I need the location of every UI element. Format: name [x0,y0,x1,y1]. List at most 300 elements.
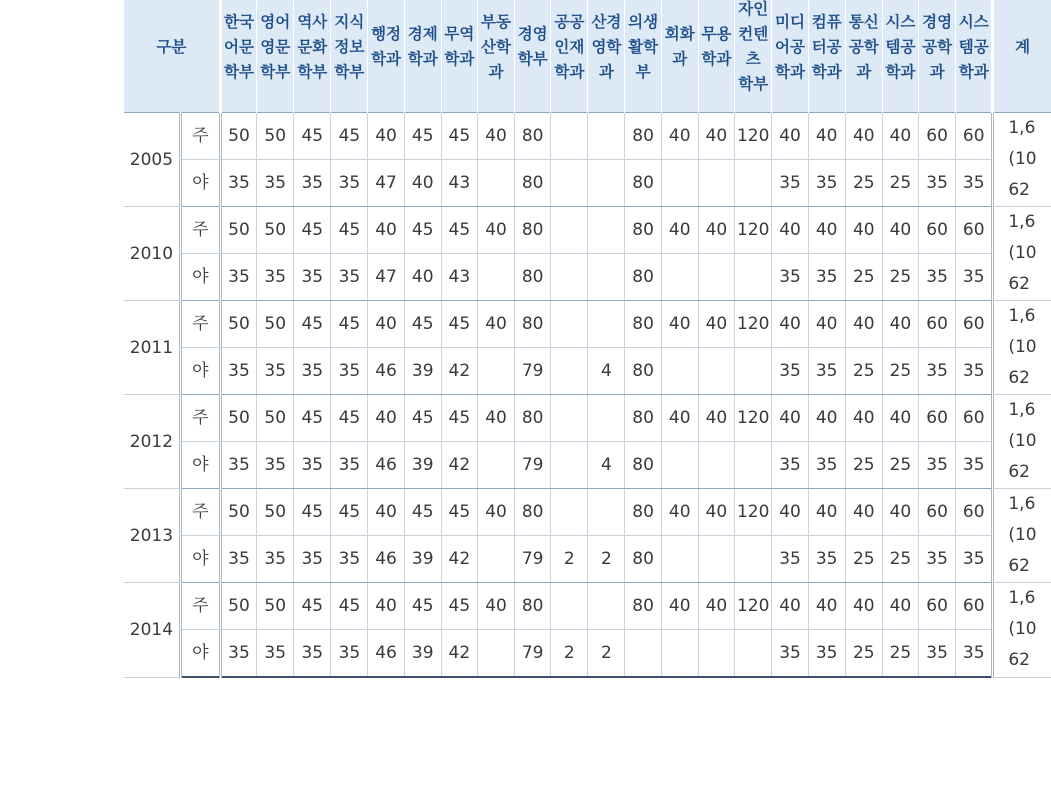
quota-cell: 25 [845,254,882,301]
quota-cell: 60 [956,207,993,254]
quota-cell: 80 [625,536,661,583]
quota-cell: 35 [808,630,845,678]
column-header-line: 자인 [738,0,769,18]
total-line: 1,6 [1008,118,1036,138]
quota-cell: 25 [845,442,882,489]
column-header-line: 경제 [407,25,438,43]
quota-cell: 2 [588,536,625,583]
quota-cell: 40 [698,583,734,630]
quota-cell: 42 [441,536,477,583]
column-header [515,0,551,113]
column-header [477,0,514,113]
admission-quota-table [124,0,1051,678]
quota-cell: 45 [331,489,368,536]
column-header-line: 시스 [885,12,916,31]
year-cell: 2005 [124,113,180,207]
column-header-line: 미디 [775,12,805,31]
quota-cell [588,254,625,301]
quota-cell: 80 [515,254,551,301]
quota-cell: 120 [735,583,772,630]
column-header-line: 템공 [885,37,916,56]
quota-cell: 35 [919,254,956,301]
column-header-line: 학과 [701,50,732,68]
column-header-line: 인재 [554,37,585,56]
quota-cell: 40 [772,113,808,160]
column-header [919,0,956,113]
header-corner-label: 구분 [124,0,220,113]
column-header-line: 부 [635,62,651,81]
shift-cell: 야 [180,160,220,207]
column-header [772,0,808,113]
quota-cell: 45 [404,489,441,536]
quota-cell: 80 [625,160,661,207]
year-cell: 2014 [124,583,180,678]
quota-cell: 35 [919,348,956,395]
quota-cell: 35 [808,348,845,395]
quota-cell: 40 [772,583,808,630]
quota-cell: 79 [515,442,551,489]
column-header [404,0,441,113]
column-header-line: 경영 [517,25,548,43]
quota-cell [588,113,625,160]
column-header-line: 무용 [701,25,732,43]
quota-cell: 40 [882,583,918,630]
quota-cell: 46 [368,442,404,489]
quota-cell: 40 [661,207,698,254]
year-cell: 2013 [124,489,180,583]
quota-cell: 120 [735,207,772,254]
quota-cell: 25 [845,630,882,678]
quota-cell [661,630,698,678]
quota-cell: 35 [808,536,845,583]
quota-cell [551,207,588,254]
quota-cell: 35 [919,536,956,583]
quota-cell [588,207,625,254]
quota-cell [588,583,625,630]
column-header [808,0,845,113]
quota-cell: 40 [368,395,404,442]
quota-cell: 35 [220,254,256,301]
total-cell [993,489,1051,583]
quota-cell: 35 [919,442,956,489]
total-line: 62 [1008,180,1030,200]
total-line: 62 [1008,462,1030,482]
quota-cell: 35 [772,254,808,301]
quota-cell: 40 [661,583,698,630]
quota-cell: 35 [956,254,993,301]
quota-cell: 35 [220,442,256,489]
table-row [124,536,1051,583]
quota-cell: 50 [220,207,256,254]
quota-cell: 79 [515,348,551,395]
quota-cell [551,442,588,489]
quota-cell: 80 [625,207,661,254]
quota-cell: 25 [882,536,918,583]
shift-cell: 야 [180,630,220,678]
total-cell [993,301,1051,395]
quota-cell: 47 [368,160,404,207]
year-cell: 2010 [124,207,180,301]
quota-cell: 40 [661,301,698,348]
quota-cell: 80 [625,113,661,160]
column-header-line: 과 [488,62,504,81]
quota-cell: 35 [331,442,368,489]
quota-cell [661,348,698,395]
total-line: 62 [1008,274,1030,294]
quota-cell: 45 [294,113,331,160]
quota-cell: 40 [845,207,882,254]
quota-cell: 45 [331,113,368,160]
quota-cell: 50 [220,395,256,442]
column-header-line: 회화 [664,25,695,43]
quota-cell [698,160,734,207]
total-line: (10 [1008,525,1037,545]
quota-cell [551,395,588,442]
column-header-line: 공학 [922,37,953,56]
column-header [294,0,331,113]
column-header-line: 역사 [297,12,328,31]
column-header-line: 학부 [260,62,291,81]
quota-cell: 80 [625,583,661,630]
quota-cell [551,348,588,395]
column-header [956,0,993,113]
column-header-line: 의생 [628,12,659,31]
column-header-line: 학과 [554,62,585,81]
table-body [124,113,1051,678]
column-header-line: 학과 [407,50,438,68]
quota-cell: 80 [515,301,551,348]
table-row [124,442,1051,489]
quota-cell: 80 [515,113,551,160]
column-header-line: 영어 [260,12,291,31]
quota-cell: 25 [882,348,918,395]
total-line: (10 [1008,431,1037,451]
column-header-line: 학부 [334,62,365,81]
quota-cell: 2 [551,536,588,583]
quota-cell: 35 [772,160,808,207]
quota-cell: 45 [294,301,331,348]
quota-cell: 35 [956,348,993,395]
quota-cell: 50 [257,113,294,160]
quota-cell: 60 [919,301,956,348]
column-header [735,0,772,113]
quota-cell: 43 [441,254,477,301]
quota-cell: 40 [698,301,734,348]
quota-cell: 50 [257,301,294,348]
column-header-line: 공공 [554,12,585,31]
quota-cell: 50 [220,489,256,536]
quota-cell: 40 [368,489,404,536]
column-header-line: 영문 [260,37,291,56]
quota-cell: 39 [404,630,441,678]
quota-cell: 35 [808,442,845,489]
quota-cell: 80 [515,489,551,536]
shift-cell: 야 [180,442,220,489]
column-header-line: 템공 [958,37,989,56]
shift-cell: 야 [180,348,220,395]
quota-cell: 40 [808,113,845,160]
total-cell [993,113,1051,207]
quota-cell: 45 [441,301,477,348]
total-line: 1,6 [1008,400,1036,420]
quota-cell: 40 [477,489,514,536]
quota-cell: 45 [441,395,477,442]
quota-cell: 40 [368,113,404,160]
quota-cell: 80 [625,254,661,301]
quota-cell: 80 [625,301,661,348]
shift-cell: 주 [180,207,220,254]
column-header-line: 컴퓨 [811,12,842,31]
quota-cell: 40 [404,160,441,207]
total-cell [993,395,1051,489]
quota-cell [477,442,514,489]
table-row [124,395,1051,442]
quota-cell: 35 [772,442,808,489]
column-header-line: 학과 [371,50,402,68]
quota-cell [735,348,772,395]
column-header-line: 영학 [591,37,622,56]
quota-cell: 35 [257,254,294,301]
quota-cell: 60 [956,583,993,630]
quota-cell: 25 [882,442,918,489]
quota-cell: 40 [772,301,808,348]
quota-cell: 40 [772,489,808,536]
quota-cell: 80 [625,489,661,536]
quota-cell: 40 [808,207,845,254]
column-header [441,0,477,113]
quota-cell: 79 [515,630,551,678]
quota-cell: 60 [919,207,956,254]
quota-cell: 45 [331,207,368,254]
column-header-line: 과 [598,62,614,81]
column-header-line: 학부 [224,62,254,81]
total-cell [993,207,1051,301]
column-header-line: 학부 [517,50,548,68]
column-header [368,0,404,113]
quota-cell: 79 [515,536,551,583]
shift-cell: 주 [180,489,220,536]
quota-cell [551,160,588,207]
column-header-line: 공학 [848,37,879,56]
quota-cell: 40 [661,395,698,442]
quota-cell: 35 [294,442,331,489]
quota-cell: 40 [845,113,882,160]
quota-cell: 40 [368,207,404,254]
column-header [551,0,588,113]
total-line: (10 [1008,149,1037,169]
quota-cell: 40 [808,395,845,442]
quota-cell: 35 [956,442,993,489]
quota-cell: 35 [257,442,294,489]
quota-cell: 40 [698,207,734,254]
quota-cell: 50 [257,395,294,442]
quota-cell [477,160,514,207]
quota-cell: 50 [257,207,294,254]
quota-cell: 40 [808,583,845,630]
quota-cell: 60 [919,489,956,536]
quota-cell: 35 [331,630,368,678]
quota-cell: 43 [441,160,477,207]
quota-cell: 80 [515,207,551,254]
column-header-line: 학과 [444,50,475,68]
quota-cell: 45 [441,113,477,160]
quota-cell: 35 [294,160,331,207]
quota-cell: 35 [220,536,256,583]
quota-cell: 120 [735,301,772,348]
column-header-line: 활학 [628,37,659,56]
table-row [124,113,1051,160]
quota-cell: 40 [368,301,404,348]
quota-cell [588,160,625,207]
quota-cell: 120 [735,489,772,536]
quota-cell: 42 [441,630,477,678]
quota-cell: 25 [882,630,918,678]
quota-cell: 45 [331,395,368,442]
table-row [124,301,1051,348]
quota-cell: 60 [956,395,993,442]
quota-cell [698,254,734,301]
column-header-line: 경영 [922,12,953,31]
shift-cell: 주 [180,113,220,160]
table-row [124,160,1051,207]
column-header [845,0,882,113]
quota-cell: 4 [588,442,625,489]
quota-cell: 35 [220,348,256,395]
quota-cell [477,254,514,301]
quota-cell: 39 [404,536,441,583]
column-header [882,0,918,113]
quota-cell [551,113,588,160]
quota-cell [588,489,625,536]
total-line: 62 [1008,368,1030,388]
quota-cell: 25 [882,160,918,207]
quota-cell [698,348,734,395]
quota-cell [588,301,625,348]
column-header [588,0,625,113]
quota-cell: 40 [808,489,845,536]
quota-cell: 80 [515,160,551,207]
column-header-line: 문화 [297,37,328,56]
quota-cell: 40 [808,301,845,348]
quota-cell: 35 [956,536,993,583]
quota-cell: 40 [368,583,404,630]
quota-cell: 40 [698,489,734,536]
quota-cell [551,489,588,536]
quota-cell [661,442,698,489]
quota-cell [698,442,734,489]
quota-cell: 35 [772,536,808,583]
shift-cell: 주 [180,395,220,442]
quota-cell [551,301,588,348]
column-header-line: 학부 [738,75,769,93]
total-line: 1,6 [1008,588,1036,609]
column-header [661,0,698,113]
quota-cell [661,536,698,583]
quota-cell: 40 [845,395,882,442]
quota-cell: 35 [772,630,808,678]
column-header-line: 학과 [958,62,989,81]
quota-cell: 39 [404,442,441,489]
quota-cell: 35 [294,536,331,583]
quota-cell: 45 [294,207,331,254]
quota-cell: 45 [331,583,368,630]
total-column-header: 계 [993,0,1051,113]
column-header [625,0,661,113]
quota-cell: 45 [404,113,441,160]
quota-cell: 35 [294,348,331,395]
quota-cell [735,630,772,678]
quota-cell: 46 [368,630,404,678]
quota-cell: 45 [404,395,441,442]
quota-cell [735,442,772,489]
quota-cell: 45 [441,207,477,254]
quota-cell: 35 [808,254,845,301]
quota-cell: 35 [294,630,331,678]
quota-cell: 40 [772,395,808,442]
quota-cell: 40 [661,489,698,536]
quota-cell: 45 [294,489,331,536]
quota-cell: 35 [257,630,294,678]
column-header [698,0,734,113]
quota-cell: 40 [404,254,441,301]
quota-cell: 35 [257,348,294,395]
quota-cell: 40 [772,207,808,254]
column-header-line: 산경 [591,12,622,31]
quota-cell: 80 [515,583,551,630]
quota-cell: 25 [845,348,882,395]
quota-cell: 39 [404,348,441,395]
quota-cell: 40 [477,301,514,348]
quota-cell: 35 [331,348,368,395]
quota-cell: 2 [588,630,625,678]
shift-cell: 야 [180,536,220,583]
quota-cell: 45 [331,301,368,348]
column-header-line: 학과 [885,62,916,81]
quota-cell: 4 [588,348,625,395]
quota-cell: 35 [956,630,993,678]
quota-cell [477,348,514,395]
quota-cell: 35 [257,160,294,207]
quota-cell: 40 [882,113,918,160]
quota-cell: 40 [882,395,918,442]
quota-cell: 25 [845,160,882,207]
quota-cell: 2 [551,630,588,678]
quota-cell: 45 [404,301,441,348]
table-header [124,0,1051,113]
shift-cell: 주 [180,301,220,348]
total-line: 1,6 [1008,306,1036,326]
quota-cell: 35 [220,630,256,678]
total-line: 1,6 [1008,212,1036,232]
quota-cell: 40 [882,207,918,254]
column-header-line: 어공 [775,37,805,56]
quota-cell: 50 [220,583,256,630]
quota-cell: 35 [257,536,294,583]
quota-cell [551,583,588,630]
quota-cell: 25 [845,536,882,583]
quota-cell: 40 [845,583,882,630]
quota-cell: 50 [220,301,256,348]
column-header-line: 터공 [811,37,842,56]
quota-cell: 120 [735,395,772,442]
total-line: (10 [1008,619,1037,640]
total-line: 1,6 [1008,494,1036,514]
column-header [331,0,368,113]
quota-cell: 35 [331,160,368,207]
quota-cell: 35 [294,254,331,301]
quota-cell: 45 [404,207,441,254]
column-header-line: 통신 [848,12,879,31]
